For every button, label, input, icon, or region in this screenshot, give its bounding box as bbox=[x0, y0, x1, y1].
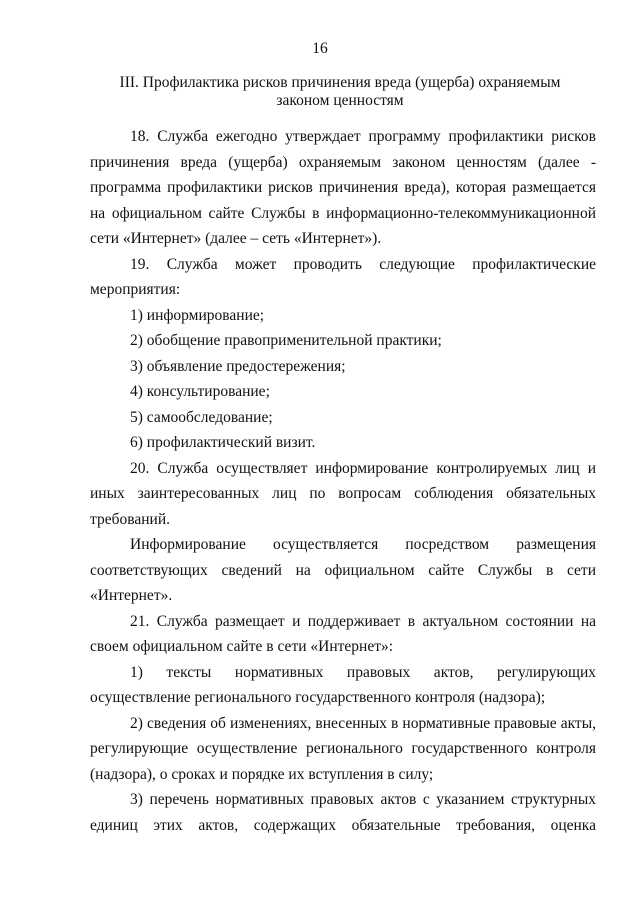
paragraph-21: 21. Служба размещает и поддерживает в актуальном состоянии на своем официальном сайте в сети «Интернет»: bbox=[90, 612, 596, 655]
list-item-4: 4) консультирование; bbox=[130, 383, 270, 400]
page-number: 16 bbox=[312, 40, 328, 57]
paragraph-21-item-2: 2) сведения об изменениях, внесенных в нормативные правовые акты, регулирующие осуществление регионального государственного контроля (надзора), о сроках и порядке их вступления в силу; bbox=[90, 714, 596, 783]
list-item-6: 6) профилактический визит. bbox=[130, 434, 316, 451]
list-item-3: 3) объявление предостережения; bbox=[130, 357, 346, 375]
list-item-1: 1) информирование; bbox=[130, 306, 265, 324]
list-item-5: 5) самообследование; bbox=[130, 408, 273, 426]
paragraph-20: 20. Служба осуществляет информирование контролируемых лиц и иных заинтересованных лиц по вопросам соблюдения обязательных требований. bbox=[90, 459, 596, 528]
document-body bbox=[90, 124, 596, 838]
paragraph-21-item-1: 1) тексты нормативных правовых актов, регулирующих осуществление регионального государственного контроля (надзора); bbox=[90, 663, 596, 706]
paragraph-19: 19. Служба может проводить следующие профилактические мероприятия: bbox=[90, 255, 596, 298]
section-title-line-1: III. Профилактика рисков причинения вреда (ущерба) охраняемым bbox=[119, 74, 561, 91]
list-item-2: 2) обобщение правоприменительной практики; bbox=[130, 332, 442, 349]
section-title-line-2: законом ценностям bbox=[276, 92, 404, 109]
paragraph-informing: Информирование осуществляется посредством размещения соответствующих сведений на официальном сайте Службы в сети «Интернет». bbox=[90, 536, 596, 604]
paragraph-18: 18. Служба ежегодно утверждает программу профилактики рисков причинения вреда (ущерба) охраняемым законом ценностям (далее - программа профилактики рисков причинения вреда), которая размещается на официальном сайте Службы в информационно-телекоммуникационной сети «Интернет» (далее – сеть «Интернет»). bbox=[90, 128, 596, 247]
paragraph-21-item-3: 3) перечень нормативных правовых актов с указанием структурных единиц этих актов, содержащих обязательные требования, оценка bbox=[90, 791, 596, 834]
section-title bbox=[80, 74, 600, 110]
